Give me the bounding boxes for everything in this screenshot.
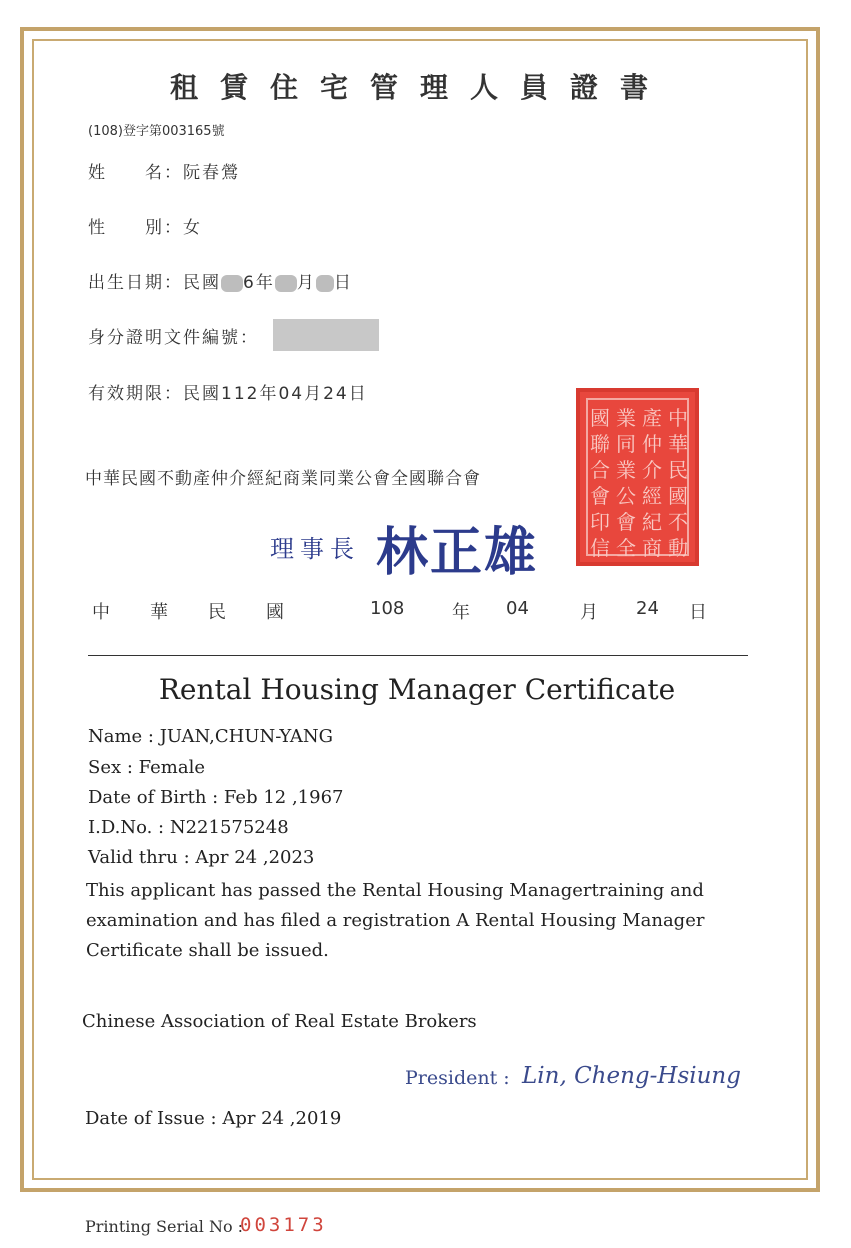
seal-character: 全 — [616, 536, 636, 560]
issue-day-unit-zh: 日 — [689, 602, 707, 623]
seal-character: 國 — [668, 484, 688, 508]
seal-character: 業 — [616, 458, 636, 482]
printing-serial-value: 003173 — [240, 1214, 327, 1236]
valid-value-zh: 民國112年04月24日 — [183, 384, 368, 404]
seal-character: 會 — [616, 510, 636, 534]
seal-character: 印 — [590, 510, 610, 534]
issue-era-char: 華 — [150, 602, 168, 623]
seal-character: 介 — [642, 458, 662, 482]
association-en: Chinese Association of Real Estate Brokers — [82, 1011, 477, 1032]
seal-character: 聯 — [590, 432, 610, 456]
official-seal — [576, 388, 699, 566]
certificate-serial-zh: (108)登字第003165號 — [88, 124, 225, 139]
seal-character: 商 — [642, 536, 662, 560]
seal-character: 合 — [590, 458, 610, 482]
chairman-label: 理事長 — [270, 535, 360, 563]
issue-era-char: 民 — [208, 602, 226, 623]
seal-character: 仲 — [642, 432, 662, 456]
association-zh: 中華民國不動產仲介經紀商業同業公會全國聯合會 — [85, 469, 481, 489]
issue-month-zh: 04 — [506, 598, 529, 619]
seal-character: 華 — [668, 432, 688, 456]
issue-year-zh: 108 — [370, 598, 405, 619]
certificate-statement: This applicant has passed the Rental Housing Managertraining and examination and has filed a registration A Rental Housing Manager Certificate shall be issued. — [86, 880, 705, 961]
seal-character: 民 — [668, 458, 688, 482]
id-redaction-box — [273, 319, 379, 351]
seal-character: 國 — [590, 406, 610, 430]
seal-character: 產 — [642, 406, 662, 430]
printing-serial-label: Printing Serial No : — [85, 1217, 244, 1236]
valid-label-zh: 有效期限： — [88, 384, 183, 404]
id-row-zh — [88, 323, 259, 348]
dob-label-zh: 出生日期： — [88, 273, 183, 293]
seal-character: 同 — [616, 432, 636, 456]
president-signature: Lin, Cheng-Hsiung — [522, 1063, 741, 1089]
dob-month-suffix-zh: 月 — [296, 273, 316, 293]
sex-value-zh: 女 — [183, 218, 202, 238]
name-line-en: Name : JUAN,CHUN-YANG — [88, 726, 333, 747]
redacted-block — [316, 275, 334, 292]
issue-month-unit-zh: 月 — [580, 602, 598, 623]
issue-date-en: Date of Issue : Apr 24 ,2019 — [85, 1108, 342, 1129]
seal-character: 經 — [642, 484, 662, 508]
issue-year-unit-zh: 年 — [452, 602, 470, 623]
sex-label-zh: 性 別： — [88, 218, 183, 238]
seal-character: 公 — [616, 484, 636, 508]
seal-character: 業 — [616, 406, 636, 430]
seal-character: 會 — [590, 484, 610, 508]
certificate-title-zh: 租賃住宅管理人員證書 — [169, 71, 670, 104]
dob-year-suffix-zh: 6年 — [243, 273, 275, 293]
sex-line-en: Sex : Female — [88, 757, 206, 778]
chairman-signature: 林正雄 — [376, 522, 539, 583]
section-divider — [88, 655, 748, 656]
dob-row-zh — [88, 268, 353, 293]
seal-character: 動 — [668, 536, 688, 560]
seal-character: 信 — [590, 536, 610, 560]
redacted-block — [275, 275, 297, 292]
issue-era-char: 中 — [92, 602, 110, 623]
seal-character: 紀 — [642, 510, 662, 534]
dob-prefix-zh: 民國 — [183, 273, 221, 293]
valid-line-en: Valid thru : Apr 24 ,2023 — [88, 847, 315, 868]
seal-character: 不 — [668, 510, 688, 534]
redacted-block — [221, 275, 243, 292]
issue-era-char: 國 — [266, 602, 284, 623]
id-line-en: I.D.No. : N221575248 — [88, 817, 289, 838]
name-value-zh: 阮春鶯 — [183, 163, 240, 183]
issue-day-zh: 24 — [636, 598, 659, 619]
name-label-zh: 姓 名： — [88, 163, 183, 183]
valid-row-zh — [88, 379, 368, 404]
dob-line-en: Date of Birth : Feb 12 ,1967 — [88, 787, 344, 808]
name-row-zh — [88, 158, 240, 183]
id-label-zh: 身分證明文件編號： — [88, 328, 259, 348]
president-label: President : — [405, 1067, 510, 1089]
seal-character: 中 — [668, 406, 688, 430]
certificate-title-en: Rental Housing Manager Certificate — [158, 673, 676, 706]
sex-row-zh — [88, 213, 202, 238]
dob-day-suffix-zh: 日 — [333, 273, 353, 293]
